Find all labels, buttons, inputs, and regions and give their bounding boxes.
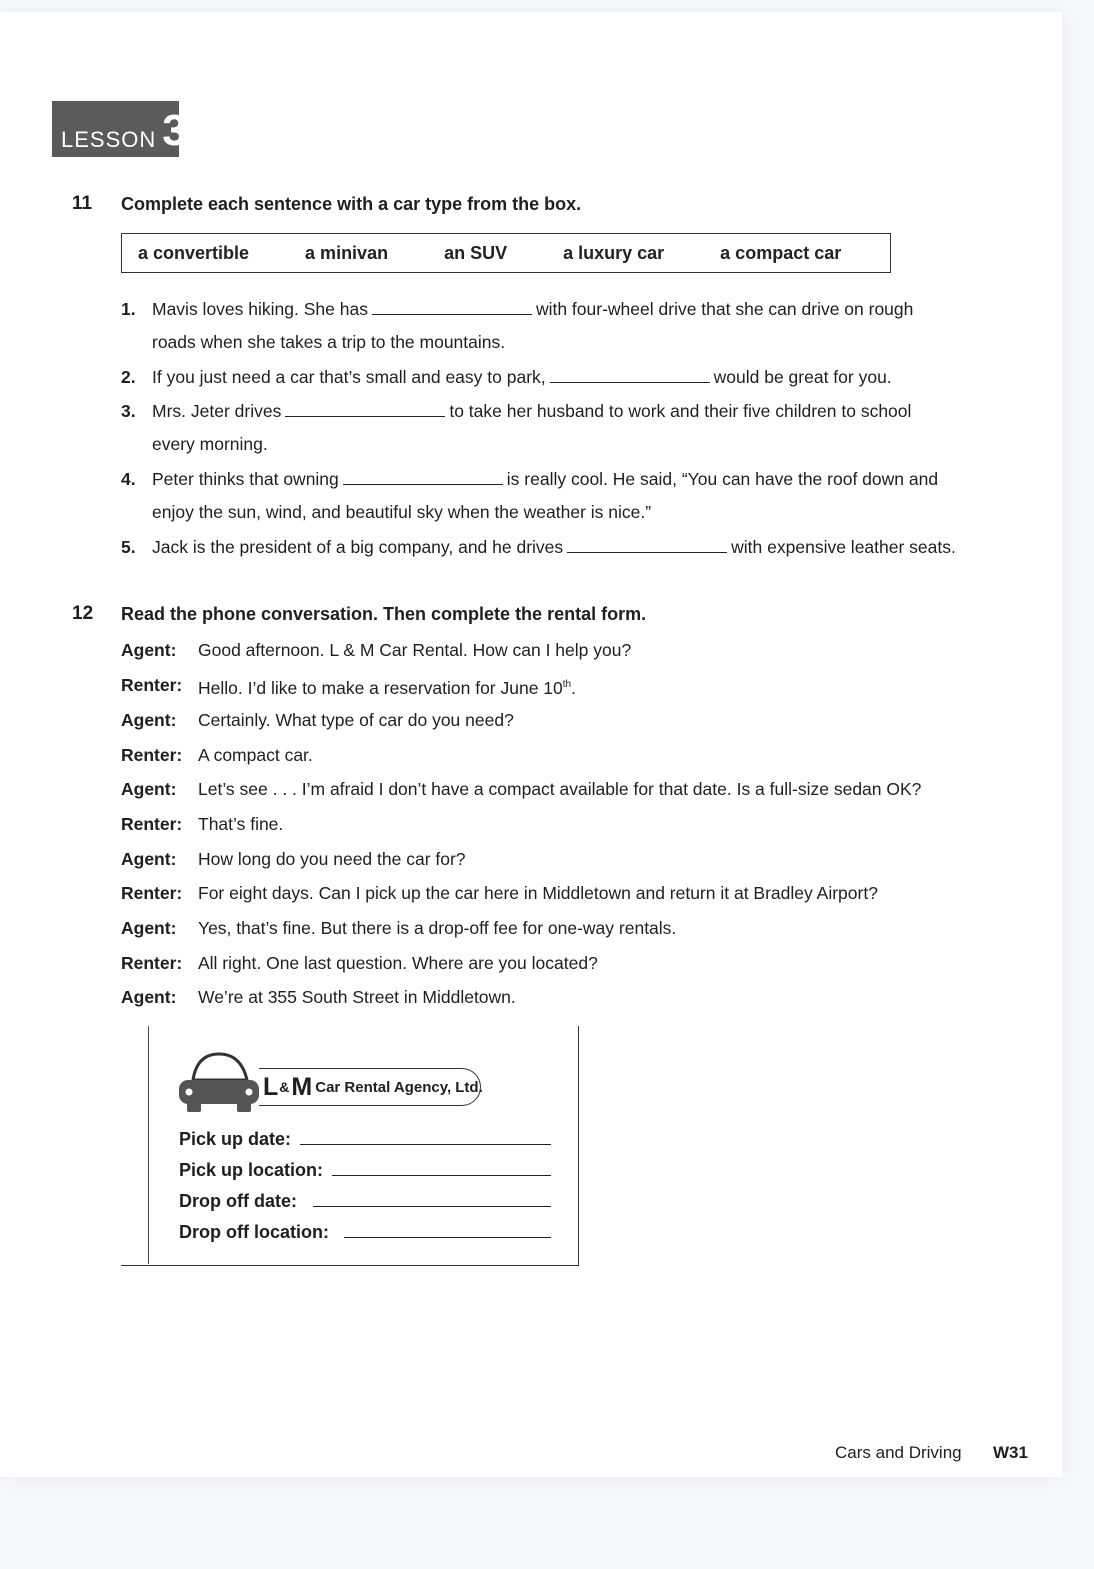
dialogue-line: How long do you need the car for? <box>198 849 466 869</box>
dialogue-speaker: Renter: <box>121 814 183 834</box>
answer-blank[interactable] <box>567 538 727 553</box>
item-number: 2. <box>121 367 136 387</box>
dialogue-speaker: Agent: <box>121 779 177 799</box>
sentence-line: Peter thinks that owning is really cool. He said, “You can have the roof down and <box>152 469 939 489</box>
agency-name: L & M Car Rental Agency, Ltd. <box>259 1068 481 1106</box>
dialogue-speaker: Agent: <box>121 918 177 938</box>
form-divider <box>148 1026 149 1264</box>
dialogue-speaker: Agent: <box>121 987 177 1007</box>
dropoff-date-blank[interactable] <box>313 1206 551 1207</box>
sentence-line: Jack is the president of a big company, and he drives with expensive leather seats. <box>152 537 956 557</box>
item-number: 1. <box>121 299 136 319</box>
car-icon <box>177 1050 261 1116</box>
word-box-item: a minivan <box>305 242 389 263</box>
word-box-item: a luxury car <box>563 242 665 263</box>
sentence-continuation: roads when she takes a trip to the mountains. <box>152 332 506 352</box>
sentence-line: Mrs. Jeter drives to take her husband to work and their five children to school <box>152 401 912 421</box>
dialogue-line: Hello. I’d like to make a reservation for June 10th. <box>198 677 576 698</box>
item-number: 4. <box>121 469 136 489</box>
dialogue-speaker: Agent: <box>121 710 177 730</box>
dropoff-location-blank[interactable] <box>344 1237 551 1238</box>
word-box <box>121 233 891 273</box>
form-field-pickup-date: Pick up date: <box>179 1129 292 1149</box>
dialogue-line: Let’s see . . . I’m afraid I don’t have a compact available for that date. Is a full-size sedan OK? <box>198 779 922 799</box>
sentence-line: Mavis loves hiking. She has with four-wheel drive that she can drive on rough <box>152 299 914 319</box>
answer-blank[interactable] <box>343 470 503 485</box>
form-field-dropoff-location: Drop off location: <box>179 1222 329 1242</box>
word-box-item: an SUV <box>444 242 508 263</box>
form-field-pickup-location: Pick up location: <box>179 1160 324 1180</box>
sentence-line: If you just need a car that’s small and easy to park, would be great for you. <box>152 367 892 387</box>
rental-form <box>121 1026 579 1266</box>
exercise-12-instruction: Read the phone conversation. Then complete the rental form. <box>121 604 647 624</box>
dialogue-speaker: Renter: <box>121 953 183 973</box>
dialogue-line: A compact car. <box>198 745 313 765</box>
sentence-continuation: every morning. <box>152 434 268 454</box>
dialogue-line: Good afternoon. L & M Car Rental. How can I help you? <box>198 640 632 660</box>
lesson-badge <box>52 101 187 157</box>
dialogue-line: That’s fine. <box>198 814 284 834</box>
dialogue-line: Certainly. What type of car do you need? <box>198 710 514 730</box>
answer-blank[interactable] <box>550 368 710 383</box>
exercise-11-number: 11 <box>72 193 93 214</box>
dialogue-line: Yes, that’s fine. But there is a drop-off fee for one-way rentals. <box>198 918 677 938</box>
answer-blank[interactable] <box>285 402 445 417</box>
dialogue-speaker: Agent: <box>121 640 177 660</box>
dialogue-speaker: Renter: <box>121 883 183 903</box>
item-number: 3. <box>121 401 136 421</box>
word-box-item: a compact car <box>720 242 842 263</box>
footer-unit-title: Cars and Driving <box>835 1443 962 1462</box>
dialogue-line: For eight days. Can I pick up the car here in Middletown and return it at Bradley Airport? <box>198 883 878 903</box>
dialogue-speaker: Renter: <box>121 745 183 765</box>
dialogue-line: We’re at 355 South Street in Middletown. <box>198 987 516 1007</box>
pickup-location-blank[interactable] <box>332 1175 551 1176</box>
page-number: W31 <box>993 1443 1028 1462</box>
answer-blank[interactable] <box>372 300 532 315</box>
dialogue-speaker: Agent: <box>121 849 177 869</box>
lesson-label: LESSON <box>61 127 157 152</box>
exercise-12-number: 12 <box>72 603 94 624</box>
dialogue-line: All right. One last question. Where are you located? <box>198 953 598 973</box>
exercise-11-instruction: Complete each sentence with a car type from the box. <box>121 194 582 214</box>
form-field-dropoff-date: Drop off date: <box>179 1191 297 1211</box>
pickup-date-blank[interactable] <box>300 1144 551 1145</box>
item-number: 5. <box>121 537 136 557</box>
sentence-continuation: enjoy the sun, wind, and beautiful sky when the weather is nice.” <box>152 502 652 522</box>
word-box-item: a convertible <box>138 242 250 263</box>
lesson-number: 3 <box>162 106 187 155</box>
dialogue-speaker: Renter: <box>121 675 183 695</box>
